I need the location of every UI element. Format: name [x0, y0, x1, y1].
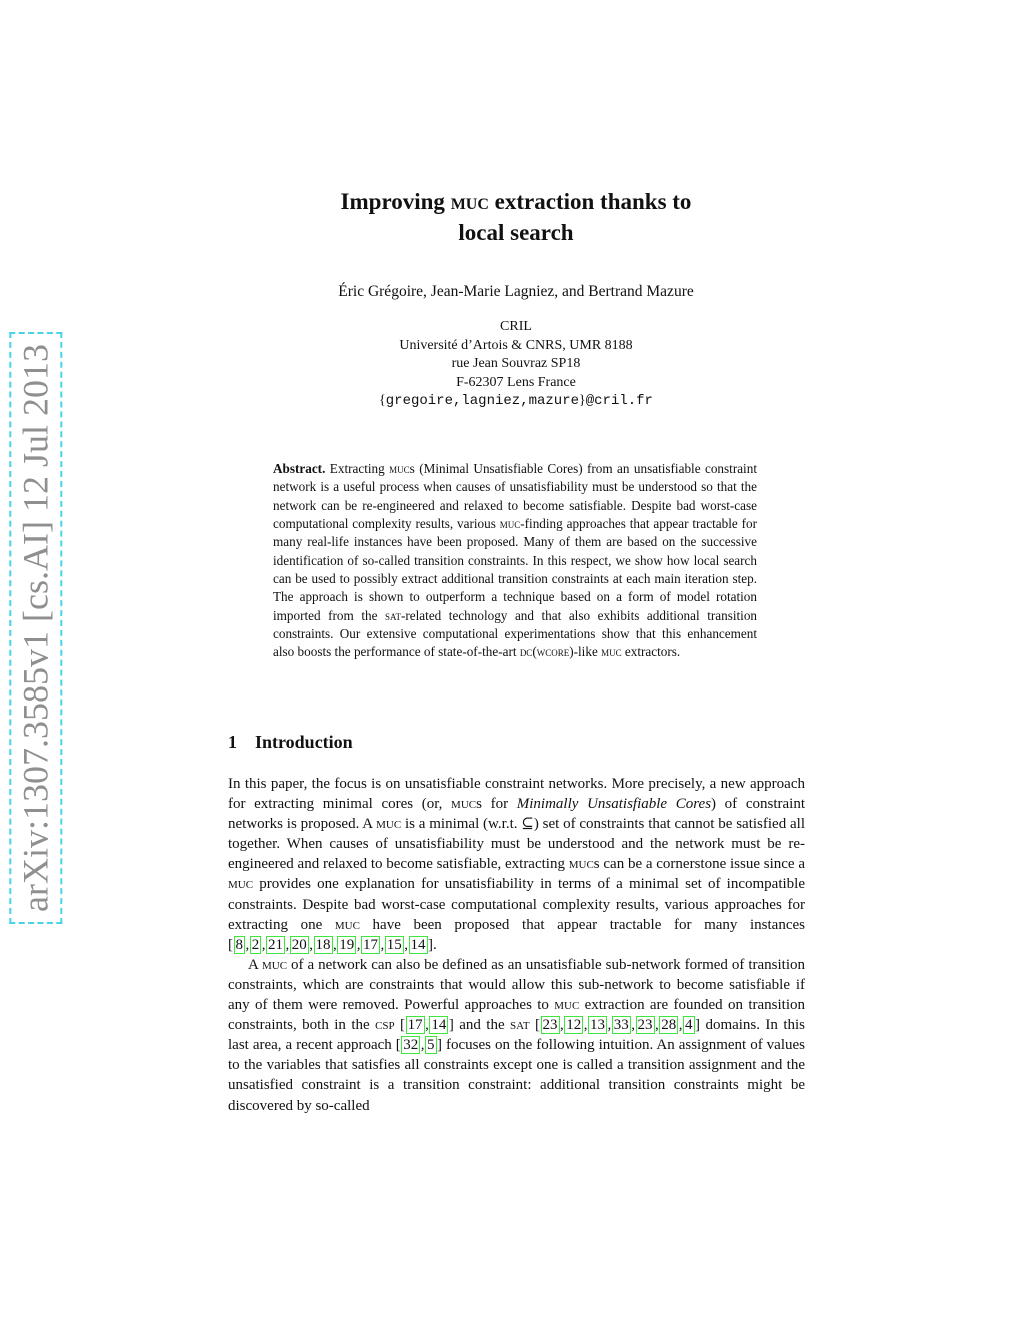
abstract-text: )-like [569, 644, 602, 660]
title-muc: muc [450, 189, 489, 214]
affiliation-street: rue Jean Souvraz SP18 [451, 356, 581, 371]
text: s for [476, 796, 517, 813]
brace-close: } [579, 393, 586, 408]
abstract-text: extractors. [621, 644, 681, 660]
citation-link[interactable]: 19 [339, 936, 355, 953]
citation-link[interactable]: 28 [661, 1017, 677, 1034]
citation-link[interactable]: 13 [590, 1017, 606, 1034]
section-heading [228, 732, 353, 753]
emphasis: Minimally Unsatisfiable Cores [516, 796, 712, 813]
text: In this paper, the focus is on unsatisfiable constraint networks. More precisely, a new approach for extracting minimal cores (or, [228, 776, 805, 813]
text: ] domains. In this last area, a recent approach [ [228, 1017, 806, 1054]
text: [ [394, 1017, 406, 1034]
body-text [228, 774, 805, 1116]
citation-link[interactable]: 23 [637, 1017, 653, 1034]
arxiv-stamp-container [8, 344, 64, 912]
citation-link[interactable]: 14 [431, 1017, 447, 1034]
abstract-text: -finding approaches that appear tractable for many real-life instances have been proposed. Many of them are based on the successive identification of so-called transition constraints. In this respect, we show how local search can be used to possibly extract additional transition constraints at each main iteration step. The approach is shown to outperform a technique based on a form of model rotation imported from the [273, 516, 757, 623]
affiliation-email [228, 392, 804, 411]
abstract-label: Abstract. [273, 461, 326, 476]
sc-term: csp [375, 1017, 395, 1034]
text: s can be a cornerstone issue since a [593, 856, 805, 873]
email-domain: @cril.fr [585, 393, 653, 409]
text: ) of constraint networks is proposed. A [228, 796, 805, 833]
arxiv-stamp: arXiv:1307.3585v1 [cs.AI] 12 Jul 2013 [9, 332, 62, 924]
title-text: extraction thanks to [488, 189, 692, 214]
title-text: Improving [340, 189, 451, 214]
affiliation [228, 318, 804, 411]
text: provides one explanation for unsatisfiability in terms of a minimal set of incompatible constraints. Despite bad worst-case computational complexity results, various approaches for extracting one [228, 876, 805, 933]
citation-link[interactable]: 17 [363, 936, 378, 953]
citation-link[interactable]: 21 [268, 936, 283, 953]
text: of a network can also be defined as an unsatisfiable sub-network formed of transition constraints, which are constraints that would allow this sub-network to become satisfiable if any of them were removed. Powerful approaches to [228, 956, 805, 1014]
sc-term: muc [568, 856, 594, 873]
affiliation-university: Université d’Artois & CNRS, UMR 8188 [399, 337, 633, 353]
abstract-text: ( [532, 644, 537, 660]
authors: Éric Grégoire, Jean-Marie Lagniez, and Bertrand Mazure [338, 283, 694, 300]
abstract-sc: dc [519, 644, 533, 660]
affiliation-city: F-62307 Lens France [456, 374, 576, 390]
paper-title [228, 186, 804, 248]
citation-link[interactable]: 32 [403, 1037, 419, 1054]
paragraph-1: In this paper, the focus is on unsatisfiable constraint networks. More precisely, a new approach for extracting minimal cores (or, mucs for Minimally Unsatisfiable Cores) of constraint networks is proposed. A muc is a minimal (w.r.t. ⊆) set of constraints that cannot be satisfied all together. When causes of unsatisfiability must be understood and the network must be re-engineered and relaxed to become satisfiable, extracting mucs can be a cornerstone issue since a muc provides one explanation for unsatisfiability in terms of a minimal set of incompatible constraints. Despite bad worst-case computational complexity results, various approaches for extracting one muc have been proposed that appear tractable for many instances [ 8 , 2 , 21 , 20 , 18 , 19 , 17 , 15 , 14 ]. [228, 776, 806, 953]
abstract-sc: muc [601, 644, 622, 660]
sc-term: muc [228, 876, 254, 893]
sc-term: muc [261, 956, 288, 973]
sc-term: muc [334, 916, 360, 933]
email-users: gregoire,lagniez,mazure [385, 393, 579, 409]
abstract-sc: muc [499, 516, 521, 532]
text: ]. [428, 936, 437, 953]
section-number: 1 [228, 732, 237, 752]
abstract-sc: sat [384, 607, 401, 623]
brace-open: { [379, 393, 386, 408]
citation-link[interactable]: 18 [315, 936, 331, 953]
citation-link[interactable]: 15 [386, 936, 402, 953]
text: have been proposed that appear tractable for many instances [ [228, 916, 805, 953]
abstract [273, 460, 757, 662]
text: extraction are founded on transition constraints, both in the [228, 997, 805, 1034]
citation-link[interactable]: 33 [613, 1017, 629, 1034]
abstract-text: s (Minimal Unsatisfiable Cores) from an unsatisfiable constraint network is a useful process when causes of unsatisfiability must be understood so that the network can be re-engineered and relaxed to become satisfiable. Despite bad worst-case computational complexity results, various [273, 461, 757, 532]
citation-link[interactable]: 14 [410, 936, 426, 953]
citation-link[interactable]: 4 [685, 1017, 693, 1034]
section-title: Introduction [255, 732, 353, 752]
citation-link[interactable]: 5 [427, 1037, 435, 1054]
text: [ [529, 1017, 541, 1034]
citation-link[interactable]: 12 [566, 1017, 582, 1034]
text: ] and the [448, 1017, 511, 1034]
sc-term: muc [554, 997, 580, 1014]
title-line-1 [228, 186, 804, 217]
abstract-sc: wcore [536, 644, 570, 660]
affiliation-lab: CRIL [500, 319, 532, 334]
citation-link[interactable]: 2 [251, 936, 260, 953]
abstract-text: Extracting [325, 461, 390, 476]
citation-link[interactable]: 8 [235, 936, 243, 953]
citation-link[interactable]: 20 [291, 936, 307, 953]
title-line-2: local search [458, 220, 574, 245]
text: ] focuses on the following intuition. An assignment of values to the variables that satisfies all constraints except one is called a transition assignment and the unsatisfied constraint is a transition constraint: additional transition constraints might be discovered by so-called [228, 1037, 805, 1114]
text: A [248, 956, 262, 973]
citation-link[interactable]: 17 [407, 1017, 423, 1034]
citation-link[interactable]: 23 [542, 1017, 558, 1034]
abstract-text: -related technology and that also exhibits additional transition constraints. Our extensive computational experimentations show that this enhancement also boosts the performance of state-of-the-art [273, 607, 758, 660]
paragraph-2: A muc of a network can also be defined as an unsatisfiable sub-network formed of transition constraints, which are constraints that would allow this sub-network to become satisfiable if any of them were removed. Powerful approaches to muc extraction are founded on transition constraints, both in the csp [ 17 , 14 ] and the sat [ 23 , 12 , 13 , 33 , 23 , 28 , 4 ] domains. In this last area, a recent approach [ 32 , 5 ] focuses on the following intuition. An assignment of values to the variables that satisfies all constraints except one is called a transition assignment and the unsatisfied constraint is a transition constraint: additional transition constraints might be discovered by so-called [228, 956, 806, 1114]
abstract-sc: muc [389, 461, 410, 476]
sc-term: muc [376, 816, 402, 833]
sc-term: sat [510, 1017, 530, 1034]
sc-term: muc [451, 796, 477, 813]
text: is a minimal (w.r.t. ⊆) set of constraints that cannot be satisfied all together. When causes of unsatisfiability must be understood and the network must be re-engineered and relaxed to become satisfiable, extracting [228, 816, 806, 873]
